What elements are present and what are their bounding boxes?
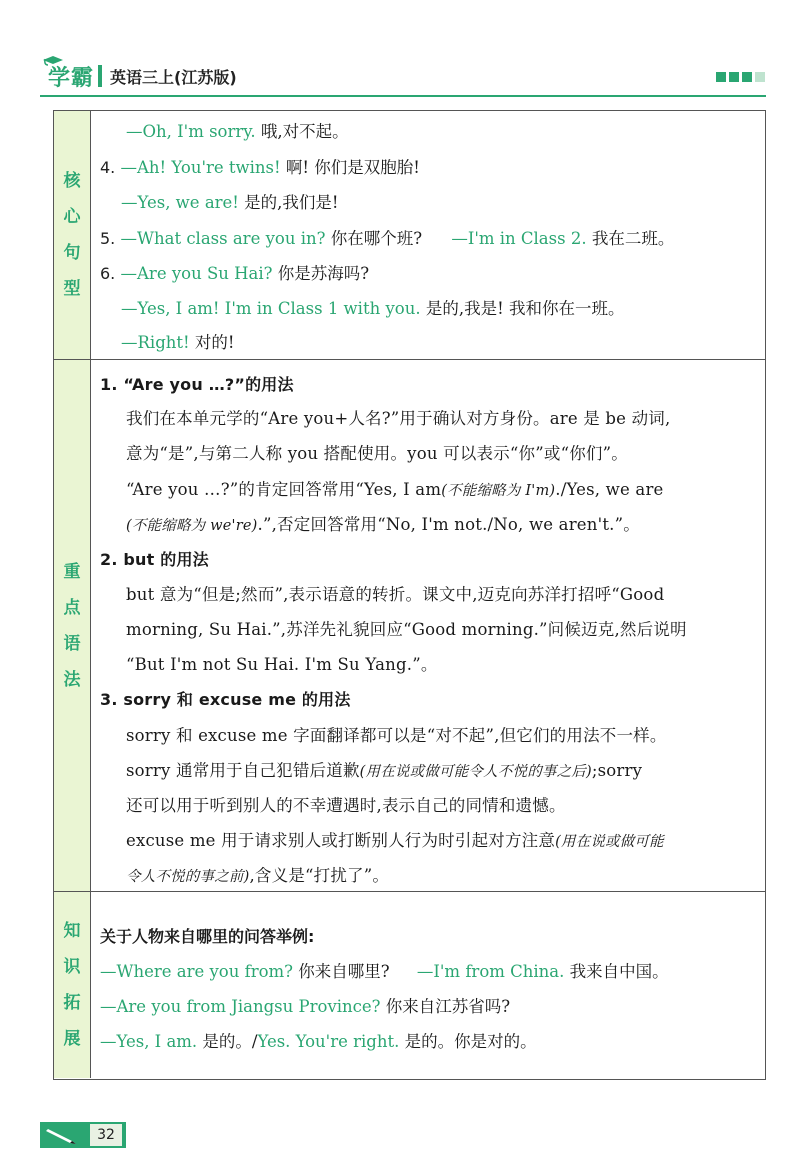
extension-line: —Yes, I am. 是的。/Yes. You're right. 是的。你是对的。 [100,1032,537,1051]
page-header [40,58,765,94]
header-decoration [716,72,765,82]
grammar-heading-2: 2. but 的用法 [100,550,209,569]
grammar-paragraph: excuse me 用于请求别人或打断别人行为时引起对方注意(用在说或做可能 [126,831,664,850]
core-line: —Yes, we are! 是的,我们是! [121,193,339,212]
section-label-core: 核 心 句 型 [54,111,91,359]
page-number: 32 [90,1124,122,1146]
header-rule [40,95,766,97]
core-line: —Oh, I'm sorry. 哦,对不起。 [126,122,349,141]
grammar-paragraph: 我们在本单元学的“Are you+人名?”用于确认对方身份。are 是 be 动词, [126,409,671,428]
grammar-paragraph: sorry 和 excuse me 字面翻译都可以是“对不起”,但它们的用法不一样。 [126,726,667,745]
grammar-heading-1: 1. “Are you …?”的用法 [100,375,294,394]
extension-line: —Are you from Jiangsu Province? 你来自江苏省吗? [100,997,511,1016]
grammar-paragraph: 令人不悦的事之前),含义是“打扰了”。 [126,866,390,885]
section-label-grammar: 重 点 语 法 [54,360,91,891]
section-core-sentences [54,111,765,359]
grammar-paragraph: sorry 通常用于自己犯错后道歉(用在说或做可能令人不悦的事之后);sorry [126,761,643,780]
extension-title: 关于人物来自哪里的问答举例: [100,927,315,946]
page-footer [40,1122,126,1148]
grammar-paragraph: “Are you …?”的肯定回答常用“Yes, I am(不能缩略为 I'm)./Yes, we are [126,480,664,499]
section-key-grammar [54,359,765,891]
grammar-paragraph: but 意为“但是;然而”,表示语意的转折。课文中,迈克向苏洋打招呼“Good [126,585,665,604]
grammar-paragraph: “But I'm not Su Hai. I'm Su Yang.”。 [126,655,438,674]
logo-text: 学霸 [48,65,95,91]
section-label-extension: 知 识 拓 展 [54,892,91,1078]
section-knowledge-extension [54,891,765,1078]
core-line: 4. —Ah! You're twins! 啊! 你们是双胞胎! [100,158,420,177]
core-line: —Right! 对的! [121,333,235,352]
brand-logo [40,58,237,94]
grammar-paragraph: 意为“是”,与第二人称 you 搭配使用。you 可以表示“你”或“你们”。 [126,444,628,463]
core-line: 5. —What class are you in? 你在哪个班? —I'm in Class 2. 我在二班。 [100,229,675,248]
book-title: 英语三上(江苏版) [110,67,237,87]
extension-line: —Where are you from? 你来自哪里? —I'm from China. 我来自中国。 [100,962,669,981]
grammar-paragraph: morning, Su Hai.”,苏洋先礼貌回应“Good morning.”问候迈克,然后说明 [126,620,687,639]
content-table [53,110,766,1080]
core-line: —Yes, I am! I'm in Class 1 with you. 是的,我是! 我和你在一班。 [121,299,625,318]
graduation-cap-icon [42,56,64,66]
grammar-paragraph: 还可以用于听到别人的不幸遭遇时,表示自己的同情和遗憾。 [126,796,566,815]
core-line: 6. —Are you Su Hai? 你是苏海吗? [100,264,370,283]
grammar-heading-3: 3. sorry 和 excuse me 的用法 [100,690,351,709]
grammar-paragraph: (不能缩略为 we're).”,否定回答常用“No, I'm not./No, we aren't.”。 [126,515,640,534]
pencil-icon [44,1125,84,1145]
logo-divider [98,65,102,87]
